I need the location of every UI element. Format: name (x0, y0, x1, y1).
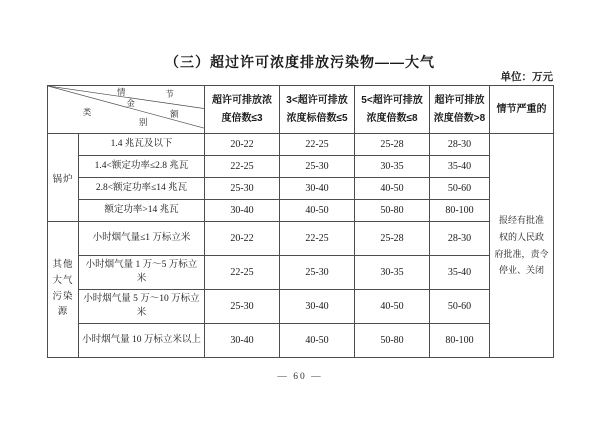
page-number: — 60 — (277, 372, 323, 382)
row-label: 2.8<额定功率≤14 兆瓦 (79, 178, 205, 200)
value-cell: 22-25 (280, 134, 355, 156)
value-cell: 35-40 (430, 156, 490, 178)
penalty-table (47, 85, 554, 358)
value-cell: 30-35 (355, 256, 430, 290)
severe-note-cell (490, 134, 554, 358)
corner-header-cell (48, 86, 205, 134)
value-cell: 35-40 (430, 256, 490, 290)
value-cell: 40-50 (355, 178, 430, 200)
value-cell: 40-50 (355, 290, 430, 324)
severe-note-line: 报经有批准 (498, 215, 544, 226)
severe-note-line: 权的人民政 (498, 231, 544, 242)
value-cell: 22-25 (205, 156, 280, 178)
row-label: 小时烟气量≤1 万标立米 (79, 222, 205, 256)
corner-label-amount: 金 (126, 98, 135, 109)
value-cell: 50-80 (355, 324, 430, 358)
corner-label-circumstance: 节 (165, 88, 174, 99)
value-cell: 30-40 (280, 290, 355, 324)
value-cell: 20-22 (205, 134, 280, 156)
value-cell: 28-30 (430, 222, 490, 256)
corner-label-category: 类 (82, 107, 92, 118)
value-cell: 40-50 (280, 324, 355, 358)
value-cell: 30-35 (355, 156, 430, 178)
row-label: 额定功率>14 兆瓦 (79, 200, 205, 222)
corner-label-amount: 额 (170, 109, 179, 120)
column-header: 超许可排放浓 度倍数≤3 (205, 86, 280, 134)
value-cell: 30-40 (280, 178, 355, 200)
value-cell: 50-60 (430, 178, 490, 200)
page-title: （三）超过许可浓度排放污染物——大气 (165, 54, 435, 70)
column-header: 3<超许可排放 浓度标倍数≤5 (280, 86, 355, 134)
table-row (48, 156, 554, 178)
table-row (48, 200, 554, 222)
value-cell: 80-100 (430, 200, 490, 222)
value-cell: 80-100 (430, 324, 490, 358)
column-header: 超许可排放 浓度倍数>8 (430, 86, 490, 134)
value-cell: 30-40 (205, 324, 280, 358)
value-cell: 22-25 (280, 222, 355, 256)
value-cell: 25-30 (205, 178, 280, 200)
row-label: 1.4<额定功率≤2.8 兆瓦 (79, 156, 205, 178)
table-row (48, 324, 554, 358)
table-row (48, 178, 554, 200)
corner-label-circumstance: 情 (117, 87, 126, 98)
row-label: 1.4 兆瓦及以下 (79, 134, 205, 156)
row-label: 小时烟气量 1 万～5 万标立米 (79, 256, 205, 290)
group-label-boiler: 锅炉 (48, 134, 79, 222)
value-cell: 30-40 (205, 200, 280, 222)
value-cell: 20-22 (205, 222, 280, 256)
value-cell: 25-30 (280, 256, 355, 290)
group-label-other-sources: 其他大气污染源 (48, 222, 79, 358)
value-cell: 25-30 (280, 156, 355, 178)
row-label: 小时烟气量 5 万～10 万标立米 (79, 290, 205, 324)
value-cell: 40-50 (280, 200, 355, 222)
row-label: 小时烟气量 10 万标立米以上 (79, 324, 205, 358)
table-row (48, 290, 554, 324)
column-header: 情节严重的 (490, 86, 554, 134)
column-header: 5<超许可排放 浓度倍数≤8 (355, 86, 430, 134)
table-row (48, 222, 554, 256)
severe-note-line: 府批准，责令 (494, 248, 549, 259)
header-row (48, 86, 554, 134)
value-cell: 50-80 (355, 200, 430, 222)
value-cell: 25-30 (205, 290, 280, 324)
corner-label-category: 别 (138, 117, 148, 128)
value-cell: 25-28 (355, 222, 430, 256)
table-row (48, 134, 554, 156)
value-cell: 25-28 (355, 134, 430, 156)
table-row (48, 256, 554, 290)
severe-note-line: 停业、关闭 (498, 265, 544, 276)
value-cell: 22-25 (205, 256, 280, 290)
value-cell: 28-30 (430, 134, 490, 156)
unit-label: 单位：万元 (500, 71, 553, 83)
value-cell: 50-60 (430, 290, 490, 324)
